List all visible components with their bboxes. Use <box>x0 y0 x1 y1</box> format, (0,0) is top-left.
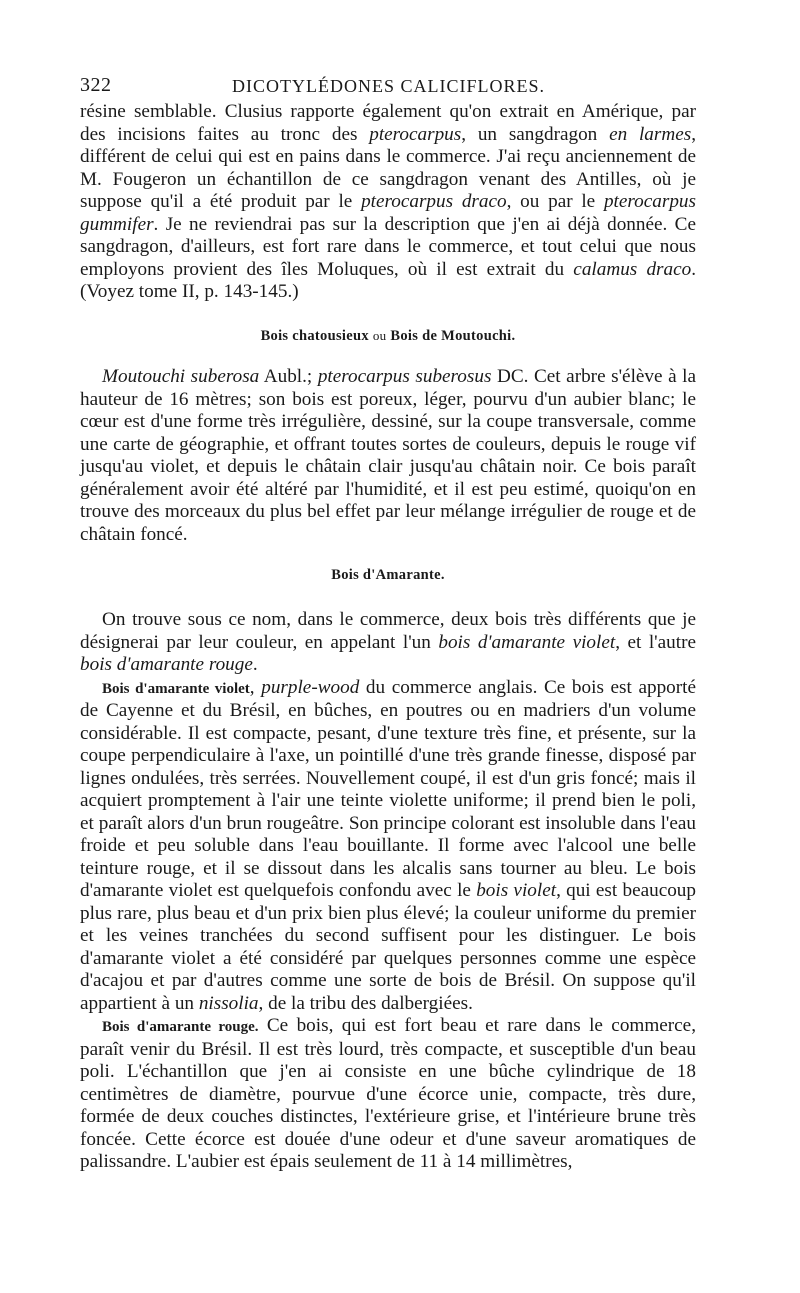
text-run: , ou par le <box>506 191 604 212</box>
italic-run: pterocarpus draco <box>361 191 507 212</box>
text-run: . (Voyez tome II, p. 143-145.) <box>80 258 697 302</box>
italic-run: bois violet <box>476 880 557 901</box>
italic-run: Moutouchi suberosa <box>102 366 260 387</box>
text-run: Ce bois, qui est fort beau et rare dans le commerce, paraît venir du Brésil. Il est très lourd, très compacte, et susceptible d'un beau poli. L'échantillon que j'en ai consiste en une bûche cylindrique de 18 centimètres de diamètre, pourvue d'une écorce unie, compacte, très dure, formée de deux couches distinctes, l'extérieure grise, et l'intérieure brune très foncée. Cette écorce est douée d'une odeur et d'une saveur aromatiques de palissandre. L'aubier est épais seulement de 11 à 14 millimètres, <box>80 1015 696 1172</box>
heading-part: Bois de Moutouchi. <box>390 328 516 344</box>
text-run: , <box>249 676 262 698</box>
heading-connector: ou <box>372 328 387 343</box>
run-in-heading: Bois d'amarante violet <box>102 680 250 697</box>
page-number: 322 <box>80 74 112 96</box>
running-header <box>80 74 710 100</box>
text-run: , un sangdragon <box>461 123 610 145</box>
text-run: . <box>252 654 258 675</box>
italic-run: calamus draco <box>573 258 692 280</box>
italic-run: purple-wood <box>261 676 360 698</box>
italic-run: bois d'amarante violet <box>438 631 616 653</box>
text-run: DC. Cet arbre s'élève à la hauteur de 16 mètres; son bois est poreux, léger, pourvu d'un aubier blanc; le cœur est d'une forme très irrégulière, dessiné, sur la coupe transversale, comme une carte de géographie, et offrant toutes sortes de couleurs, depuis le rouge vif jusqu'au violet, et depuis le châtain clair jusqu'au châtain noir. Ce bois paraît généralement avoir été altéré par l'humidité, et il est peu estimé, quoiqu'on en trouve des morceaux du plus bel effet par leur mélange irrégulier de rouge et de châtain foncé. <box>80 366 696 545</box>
italic-run: pterocarpus <box>369 123 462 145</box>
text-run: , de la tribu des dalbergiées. <box>258 992 473 1014</box>
italic-run: nissolia <box>198 992 259 1014</box>
run-in-heading: Bois d'amarante rouge. <box>102 1019 259 1035</box>
text-run: Aubl.; <box>259 366 318 387</box>
text-run: On trouve sous ce nom, dans le commerce, deux bois très différents que je désignerai par leur couleur, en appelant l'un <box>80 609 696 653</box>
paragraph-sangdragon <box>80 101 696 304</box>
text-run: , différent de celui qui est en pains dans le commerce. J'ai reçu anciennement de M. Fougeron un échantillon de ce sangdragon venant des Antilles, où je suppose qu'il a été produit par le <box>80 123 697 212</box>
italic-run: pterocarpus gummifer <box>80 191 696 235</box>
running-title: DICOTYLÉDONES CALICIFLORES. <box>232 76 545 96</box>
paragraph-moutouchi <box>80 366 696 546</box>
body-amarante <box>80 609 696 1174</box>
paragraph-violet <box>80 677 696 1016</box>
italic-run: pterocarpus suberosus <box>317 366 492 387</box>
paragraph-intro <box>80 609 696 677</box>
heading-part: Bois chatousieux <box>260 328 369 344</box>
section-heading-amarante: Bois d'Amarante. <box>331 567 445 583</box>
section-heading-moutouchi <box>80 328 696 345</box>
text-run: . Je ne reviendrai pas sur la description que j'en ai déjà donnée. Ce sangdragon, d'ailleurs, est fort rare dans le commerce, et tout celui que nous employons provient des îles Moluques, où il est extrait du <box>80 213 696 280</box>
paragraph-rouge <box>80 1015 696 1174</box>
text-run: , et l'autre <box>615 631 696 653</box>
italic-run: en larmes <box>609 123 692 145</box>
italic-run: bois d'amarante rouge <box>80 654 253 675</box>
text-run: , qui est beaucoup plus rare, plus beau et d'un prix bien plus élevé; la couleur uniforme du premier et les veines tranchées du second suffisent pour les distinguer. Le bois d'amarante violet a été considéré par quelques personnes comme une espèce d'acajou et par d'autres comme une sorte de bois de Brésil. On suppose qu'il appartient à un <box>80 880 696 1014</box>
text-run: résine semblable. Clusius rapporte également qu'on extrait en Amérique, par des incisions faites au tronc des <box>80 101 696 145</box>
text-run: du commerce anglais. Ce bois est apporté de Cayenne et du Brésil, en bûches, en poutres ou en madriers d'un volume considérable. Il est compacte, pesant, d'une texture très fine, et présente, sur la coupe perpendiculaire à l'axe, un pointillé d'une très grande finesse, disposé par lignes ondulées, très serrées. Nouvellement coupé, il est d'un gris foncé; mais il acquiert promptement à l'air une teinte violette uniforme; il prend bien le poli, et paraît alors d'un brun rougeâtre. Son principe colorant est insoluble dans l'eau froide et peu soluble dans l'eau bouillante. Il forme avec l'alcool une belle teinture rouge, et il se dissout dans les alcalis sans tourner au bleu. Le bois d'amarante violet est quelquefois confondu avec le <box>80 676 696 901</box>
